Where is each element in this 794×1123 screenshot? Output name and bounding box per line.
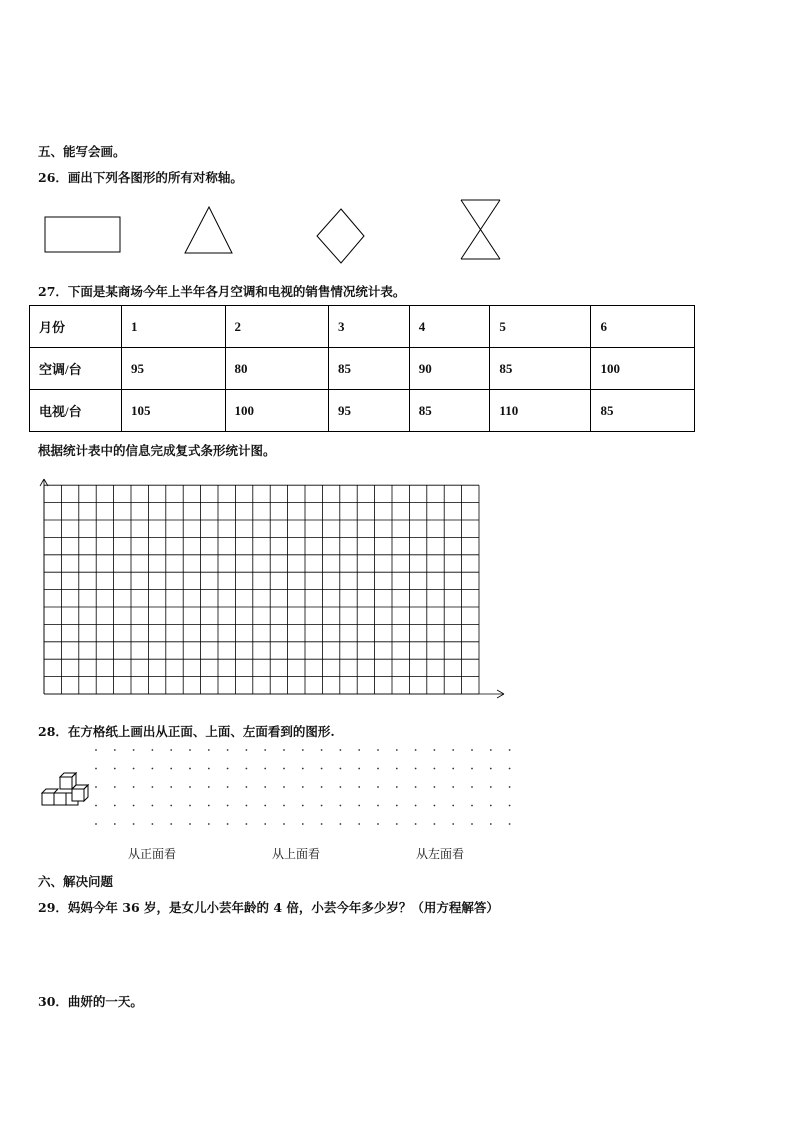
grid-dot [95, 823, 97, 825]
grid-dot [377, 768, 379, 770]
grid-dot [377, 805, 379, 807]
grid-dot [415, 823, 417, 825]
grid-dot [434, 805, 436, 807]
grid-dot [114, 805, 116, 807]
grid-dot [302, 749, 304, 751]
grid-dot [377, 786, 379, 788]
grid-dot [490, 823, 492, 825]
grid-dot [133, 823, 135, 825]
grid-dot [490, 749, 492, 751]
table-cell: 3 [329, 306, 410, 348]
hourglass-shape [459, 198, 503, 262]
table-row [30, 348, 695, 390]
grid-dot [358, 823, 360, 825]
grid-dot [302, 768, 304, 770]
grid-dot [471, 749, 473, 751]
grid-dot [264, 823, 266, 825]
grid-dot [95, 768, 97, 770]
table-cell: 1 [122, 306, 226, 348]
grid-dot [152, 805, 154, 807]
caption-top-view: 从上面看 [272, 847, 321, 861]
grid-dot [170, 749, 172, 751]
table-cell: 85 [409, 390, 490, 432]
q26-text: 26．画出下列各图形的所有对称轴。 [38, 170, 243, 185]
grid-dot [114, 749, 116, 751]
grid-dot [509, 805, 511, 807]
grid-dot [114, 786, 116, 788]
grid-dot [208, 805, 210, 807]
grid-dot [509, 749, 511, 751]
grid-dot [471, 805, 473, 807]
grid-dot [283, 749, 285, 751]
grid-dot [170, 768, 172, 770]
grid-dot [509, 786, 511, 788]
table-cell: 95 [122, 348, 226, 390]
grid-dot [415, 768, 417, 770]
grid-dot [415, 805, 417, 807]
table-cell: 85 [490, 348, 591, 390]
q30-text: 30．曲妍的一天。 [38, 994, 143, 1009]
grid-dot [189, 749, 191, 751]
grid-dot [377, 749, 379, 751]
grid-dot [321, 768, 323, 770]
y-axis-arrow [40, 479, 44, 486]
table-cell: 105 [122, 390, 226, 432]
table-row [30, 306, 695, 348]
table-cell: 2 [225, 306, 329, 348]
table-row [30, 390, 695, 432]
sales-table [29, 305, 695, 432]
grid-dot [283, 805, 285, 807]
table-cell: 95 [329, 390, 410, 432]
grid-dot [340, 749, 342, 751]
q28-text: 28．在方格纸上画出从正面、上面、左面看到的图形. [38, 724, 335, 739]
grid-dot [227, 749, 229, 751]
grid-dot [471, 768, 473, 770]
table-cell: 110 [490, 390, 591, 432]
grid-dot [283, 768, 285, 770]
grid-dot [189, 805, 191, 807]
grid-dot [434, 768, 436, 770]
grid-dot [490, 805, 492, 807]
grid-dot [490, 768, 492, 770]
grid-dot [283, 786, 285, 788]
triangle-shape [183, 205, 235, 255]
grid-dot [377, 823, 379, 825]
grid-dot [114, 823, 116, 825]
grid-dot [321, 786, 323, 788]
grid-dot [471, 823, 473, 825]
grid-dot [133, 786, 135, 788]
grid-dot [340, 786, 342, 788]
grid-dot [452, 823, 454, 825]
table-cell: 4 [409, 306, 490, 348]
grid-dot [452, 786, 454, 788]
grid-dot [246, 786, 248, 788]
table-cell: 100 [591, 348, 695, 390]
grid-dot [227, 786, 229, 788]
grid-dot [358, 749, 360, 751]
grid-dot [302, 805, 304, 807]
table-cell: 5 [490, 306, 591, 348]
grid-dot [170, 786, 172, 788]
grid-dot [471, 786, 473, 788]
grid-dot [302, 823, 304, 825]
grid-dot [415, 786, 417, 788]
grid-dot [189, 786, 191, 788]
table-cell: 85 [329, 348, 410, 390]
grid-dot [264, 805, 266, 807]
caption-front-view: 从正面看 [128, 847, 177, 861]
grid-dot [509, 768, 511, 770]
grid-dot [114, 768, 116, 770]
grid-dot [152, 786, 154, 788]
grid-dot [434, 749, 436, 751]
grid-dot [415, 749, 417, 751]
table-cell: 85 [591, 390, 695, 432]
grid-dot [152, 768, 154, 770]
section5-heading: 五、能写会画。 [38, 144, 126, 159]
grid-dot [264, 786, 266, 788]
grid-dot [396, 768, 398, 770]
grid-dot [434, 823, 436, 825]
q29-text: 29．妈妈今年 36 岁，是女儿小芸年龄的 4 倍，小芸今年多少岁？（用方程解答） [38, 900, 499, 915]
grid-dot [452, 768, 454, 770]
grid-dot [95, 749, 97, 751]
x-axis-arrow [497, 694, 504, 698]
grid-dot [264, 768, 266, 770]
grid-dot [264, 749, 266, 751]
grid-dot [340, 768, 342, 770]
grid-dot [227, 805, 229, 807]
grid-dot [133, 805, 135, 807]
grid-dot [321, 805, 323, 807]
grid-dot [246, 768, 248, 770]
grid-dot [133, 749, 135, 751]
grid-dot [358, 768, 360, 770]
grid-dot [434, 786, 436, 788]
x-axis-arrow [497, 690, 504, 694]
grid-dot [321, 823, 323, 825]
grid-dot [227, 768, 229, 770]
q27-text: 27．下面是某商场今年上半年各月空调和电视的销售情况统计表。 [38, 284, 406, 299]
grid-dot [152, 823, 154, 825]
grid-dot [340, 823, 342, 825]
table-cell: 80 [225, 348, 329, 390]
grid-dot [321, 749, 323, 751]
caption-left-view: 从左面看 [416, 847, 465, 861]
section6-heading: 六、解决问题 [38, 874, 114, 889]
table-cell: 100 [225, 390, 329, 432]
table-cell: 90 [409, 348, 490, 390]
grid-dot [95, 786, 97, 788]
grid-dot [490, 786, 492, 788]
grid-dot [509, 823, 511, 825]
grid-dot [246, 823, 248, 825]
table-cell: 空调/台 [30, 348, 122, 390]
grid-dot [302, 786, 304, 788]
grid-dot [358, 786, 360, 788]
grid-dot [246, 749, 248, 751]
grid-dot [396, 786, 398, 788]
grid-dot [208, 768, 210, 770]
table-cell: 6 [591, 306, 695, 348]
rhombus-shape [315, 207, 367, 265]
grid-dot [152, 749, 154, 751]
q27-instruction: 根据统计表中的信息完成复式条形统计图。 [38, 443, 276, 458]
dot-grid-paper [90, 745, 530, 839]
grid-dot [189, 823, 191, 825]
grid-dot [208, 786, 210, 788]
grid-dot [452, 749, 454, 751]
cube-stack-figure [40, 772, 90, 810]
grid-dot [208, 749, 210, 751]
grid-dot [396, 823, 398, 825]
grid-dot [396, 749, 398, 751]
grid-dot [358, 805, 360, 807]
rectangle-shape [44, 216, 122, 254]
grid-dot [189, 768, 191, 770]
table-cell: 月份 [30, 306, 122, 348]
grid-dot [396, 805, 398, 807]
blank-bar-chart-grid [32, 476, 507, 704]
grid-dot [208, 823, 210, 825]
grid-dot [246, 805, 248, 807]
grid-dot [227, 823, 229, 825]
grid-dot [170, 823, 172, 825]
grid-dot [95, 805, 97, 807]
grid-dot [170, 805, 172, 807]
grid-dot [340, 805, 342, 807]
grid-dot [452, 805, 454, 807]
table-cell: 电视/台 [30, 390, 122, 432]
grid-dot [133, 768, 135, 770]
grid-dot [283, 823, 285, 825]
